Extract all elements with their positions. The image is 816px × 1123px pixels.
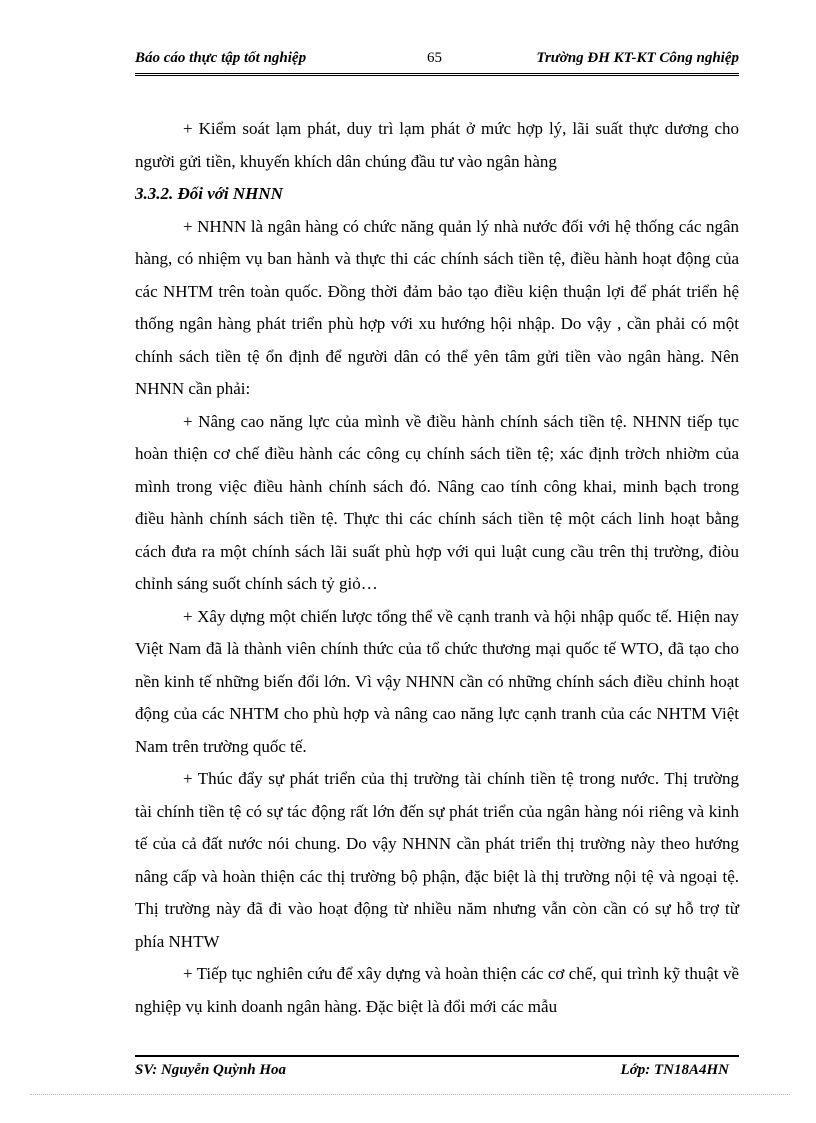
footer-divider [135, 1055, 739, 1057]
page-header [135, 50, 739, 70]
paragraph-inflation-control: + Kiểm soát lạm phát, duy trì lạm phát ở mức hợp lý, lãi suất thực dương cho người gửi tiền, khuyến khích dân chúng đầu tư vào ngân hàng [135, 119, 739, 171]
document-body [135, 113, 739, 1023]
paragraph-monetary-policy: + Nâng cao năng lực của mình về điều hành chính sách tiền tệ. NHNN tiếp tục hoàn thiện cơ chế điều hành các công cụ chính sách tiền tệ; xác định trờch nhiờm của mình trong việc điều hành chính sách đó. Nâng cao tính công khai, minh bạch trong điều hành chính sách tiền tệ. Thực thi các chính sách tiền tệ một cách linh hoạt bằng cách đưa ra một chính sách lãi suất phù hợp với qui luật cung cầu trên thị trường, điòu chỉnh sáng suốt chính sách tỷ giỏ… [135, 411, 739, 593]
footer-class-code: Lớp: TN18A4HN [620, 1062, 729, 1078]
paragraph-competition-strategy: + Xây dựng một chiến lược tổng thể về cạnh tranh và hội nhập quốc tế. Hiện nay Việt Nam đã là thành viên chính thức của tổ chức thương mại quốc tế WTO, đã tạo cho nền kinh tế những biến đổi lớn. Vì vậy NHNN cần có những chính sách điều chỉnh hoạt động của các NHTM cho phù hợp và nâng cao năng lực cạnh tranh của các NHTM Việt Nam trên trường quốc tế. [135, 606, 739, 756]
paragraph-nhnn-role: + NHNN là ngân hàng có chức năng quản lý nhà nước đối với hệ thống các ngân hàng, có nhiệm vụ ban hành và thực thi các chính sách tiền tệ, điều hành hoạt động của các NHTM trên toàn quốc. Đồng thời đảm bảo tạo điều kiện thuận lợi để phát triển hệ thống ngân hàng phát triển phù hợp với xu hướng hội nhập. Do vậy , cần phải có một chính sách tiền tệ ổn định để người dân có thể yên tâm gửi tiền vào ngân hàng. Nên NHNN cần phải: [135, 216, 739, 398]
page-footer [135, 1062, 739, 1082]
header-divider [135, 73, 739, 76]
paragraph-financial-market: + Thúc đẩy sự phát triển của thị trường tài chính tiền tệ trong nước. Thị trường tài chính tiền tệ có sự tác động rất lớn đến sự phát triển của ngân hàng nói riêng và kinh tế của cả đất nước nói chung. Do vậy NHNN cần phát triển thị trường này theo hướng nâng cấp và hoàn thiện các thị trường bộ phận, đặc biệt là thị trường nội tệ và ngoại tệ. Thị trường này đã đi vào hoạt động từ nhiều năm nhưng vẫn còn cần có sự hỗ trợ từ phía NHTW [135, 769, 739, 951]
header-school-name: Trường ĐH KT-KT Công nghiệp [536, 50, 739, 66]
paragraph-banking-procedures: + Tiếp tục nghiên cứu để xây dựng và hoàn thiện các cơ chế, qui trình kỹ thuật về nghiệp vụ kinh doanh ngân hàng. Đặc biệt là đổi mới các mẫu [135, 964, 739, 1016]
header-page-number: 65 [427, 50, 442, 66]
header-report-title: Báo cáo thực tập tốt nghiệp [135, 50, 307, 66]
page-boundary [30, 1094, 790, 1095]
footer-student-name: SV: Nguyễn Quỳnh Hoa [135, 1062, 286, 1078]
section-heading: 3.3.2. Đối với NHNN [135, 184, 283, 203]
